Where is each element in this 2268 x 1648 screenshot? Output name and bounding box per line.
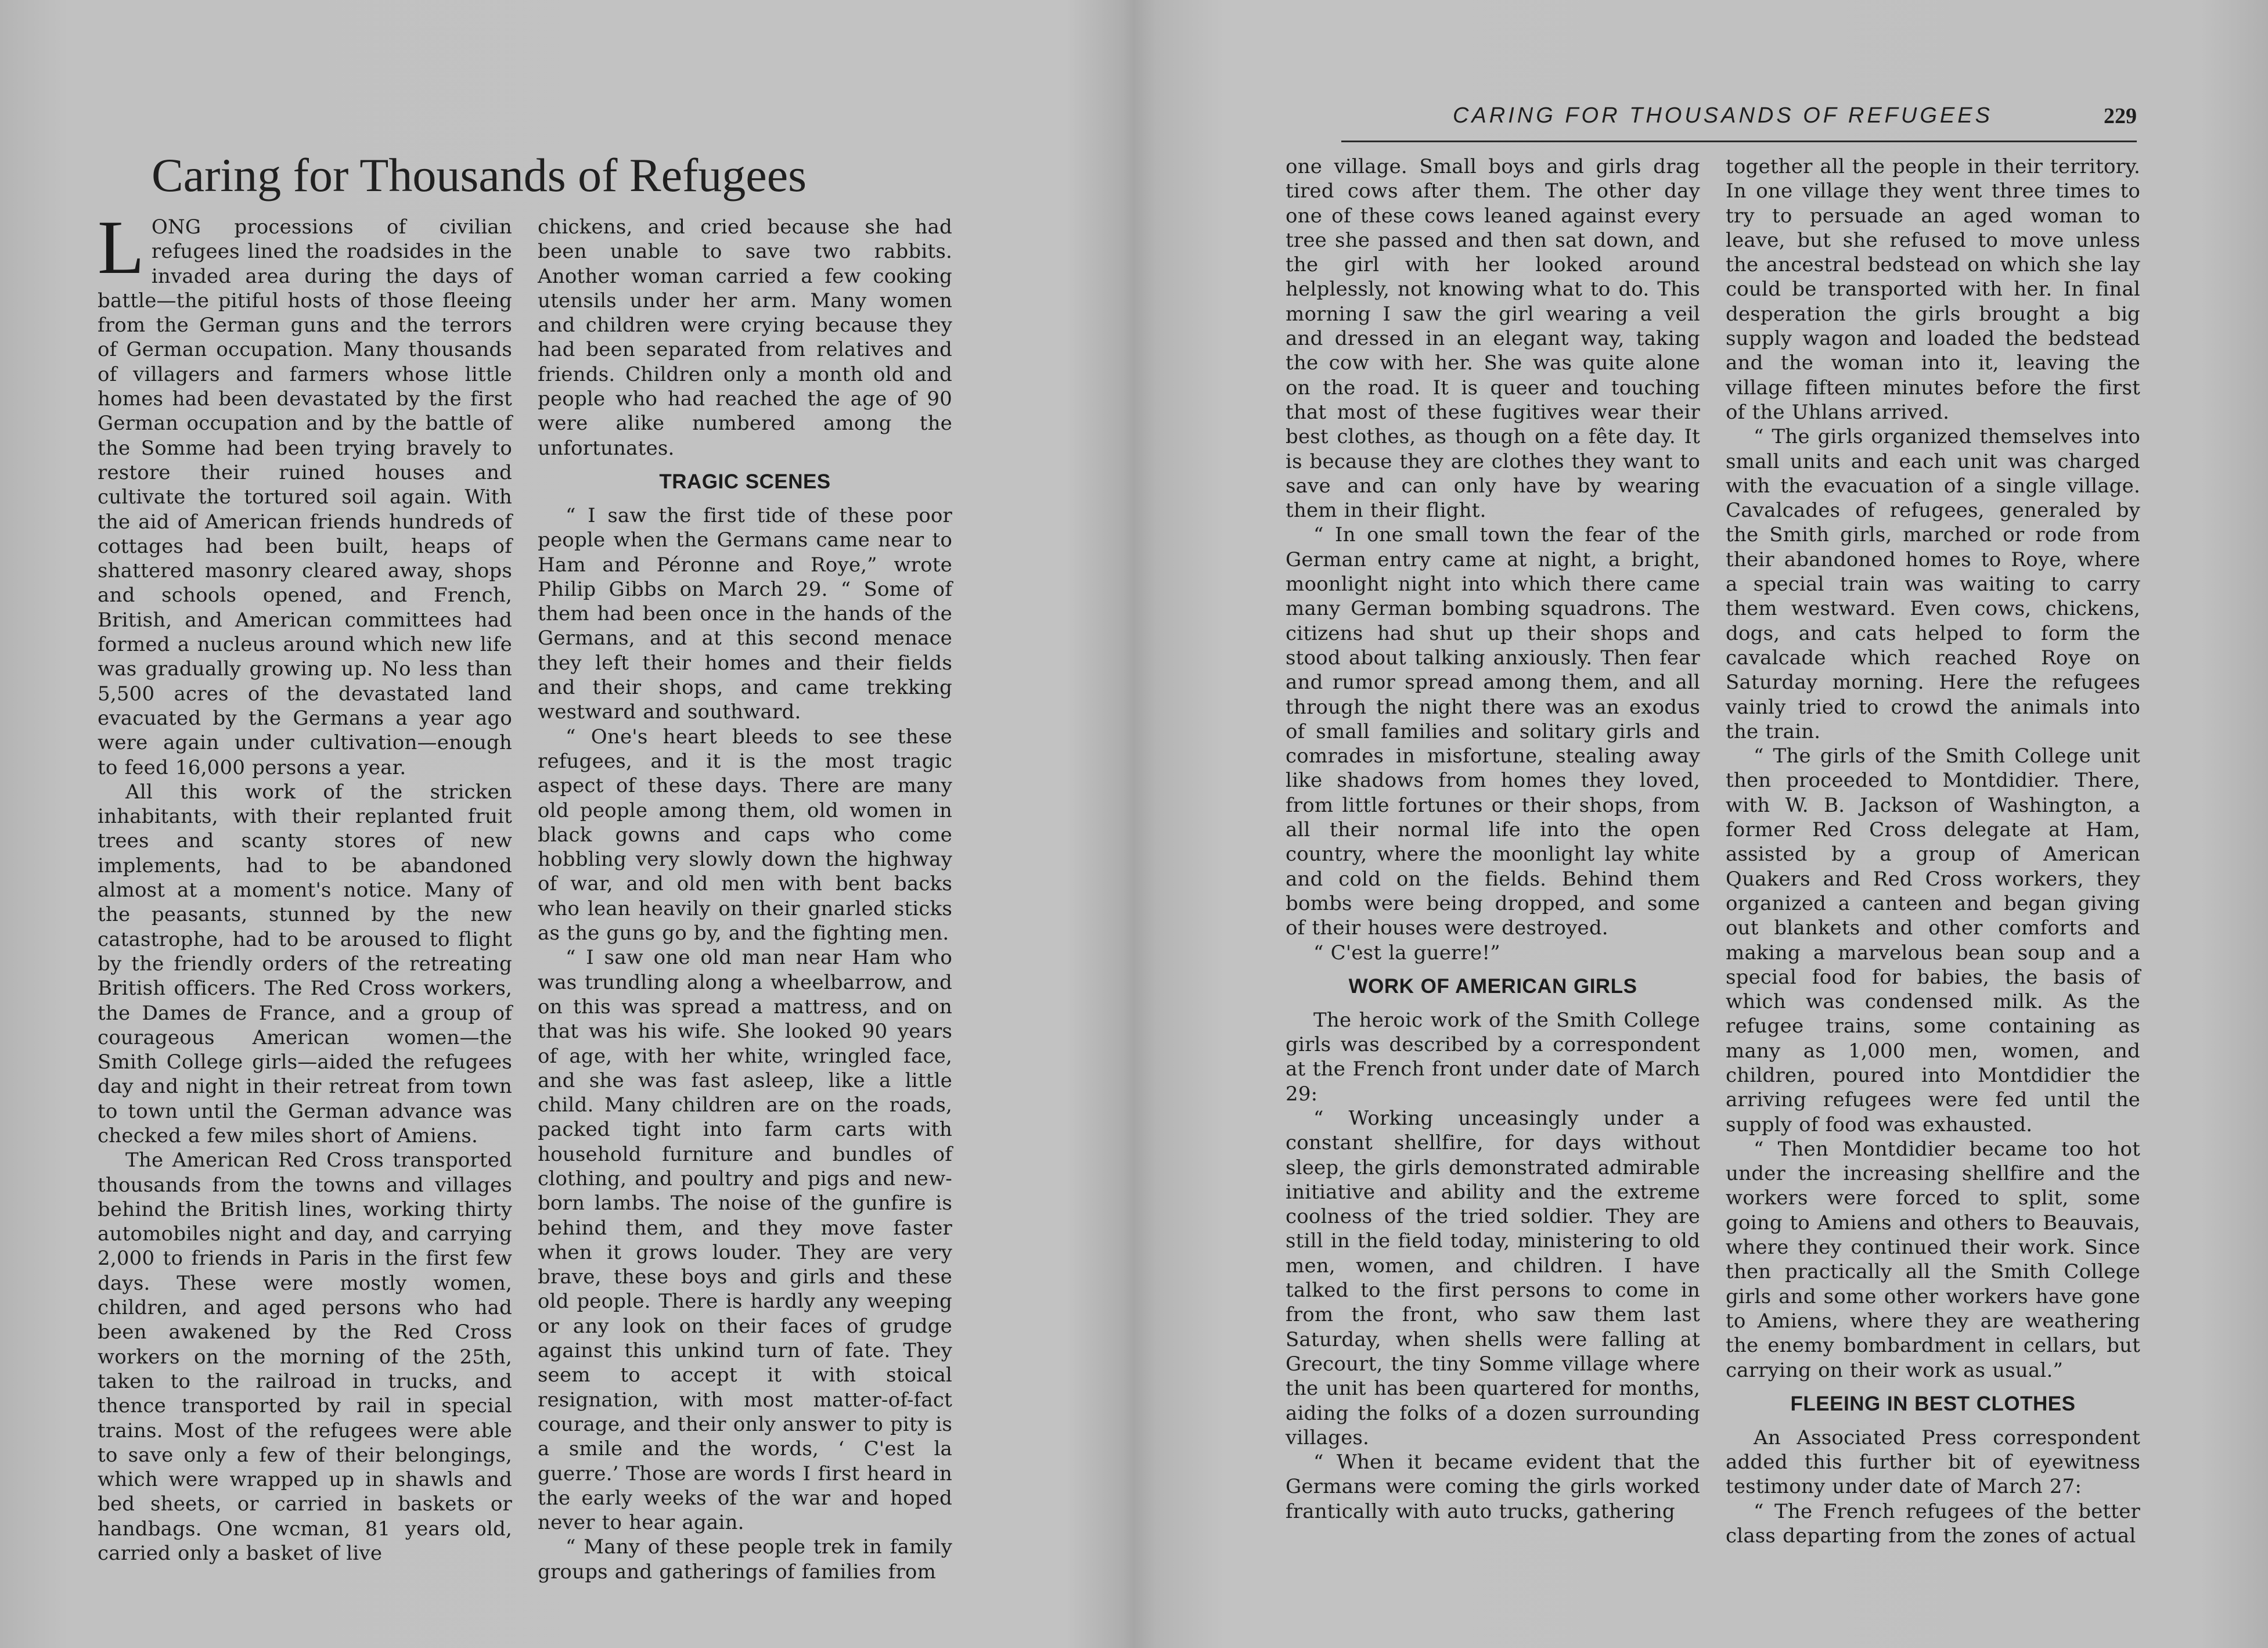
paragraph: “ In one small town the fear of the German entry came at night, a bright, moonlight night into which there came many German bombing squadrons. The citizens had shut up their shops and stood about talking anxiously. Then fear and rumor spread among them, and all through the night there was an exodus of small families and solitary girls and comrades in misfortune, stealing away like shadows from homes they loved, from little fortunes or their shops, from all their normal life into the open country, where the moonlight lay white and cold on the fields. Behind them bombs were being dropped, and some of their houses were destroyed. bbox=[1286, 523, 1700, 940]
paragraph: “ I saw the first tide of these poor people when the Germans came near to Ham and Péronne and Roye,” wrote Philip Gibbs on March 29. “ Some of them had been once in the hands of the Germans, and at this second menace they left their homes and their fields and their shops, and came trekking westward and southward. bbox=[538, 503, 952, 724]
paragraph: “ The girls organized themselves into small units and each unit was charged with the evacuation of a single village. Cavalcades of refugees, generaled by the Smith girls, marched or rode from their abandoned homes to Roye, where a special train was waiting to carry them westward. Even cows, chickens, dogs, and cats helped to form the cavalcade which reached Roye on Saturday morning. Here the refugees vainly tried to crowd the animals into the train. bbox=[1726, 425, 2140, 743]
column-3 bbox=[1286, 154, 1700, 1524]
section-heading: TRAGIC SCENES bbox=[659, 470, 831, 493]
paragraph: “ Working unceasingly under a constant shellfire, for days without sleep, the girls demonstrated admirable initiative and ability and the extreme coolness of the tried soldier. They are still in the field today, ministering to old men, women, and children. I have talked to the first persons to come in from the front, who saw them last Saturday, when shells were falling at Grecourt, the tiny Somme village where the unit has been quartered for months, aiding the folks of a dozen surrounding villages. bbox=[1286, 1106, 1700, 1449]
paragraph: chickens, and cried because she had been unable to save two rabbits. Another woman carried a few cooking utensils under her arm. Many women and children were crying because they had been separated from relatives and friends. Children only a month old and people who had reached the age of 90 were alike numbered among the unfortunates. bbox=[538, 215, 952, 460]
page-number: 229 bbox=[2104, 104, 2137, 128]
paragraph bbox=[98, 204, 512, 780]
paragraph: “ The French refugees of the better class departing from the zones of actual bbox=[1726, 1499, 2140, 1548]
running-title: CARING FOR THOUSANDS OF REFUGEES bbox=[1453, 103, 1993, 128]
drop-cap: L bbox=[98, 204, 145, 290]
paragraph: “ When it became evident that the Germans were coming the girls worked frantically with auto trucks, gathering bbox=[1286, 1451, 1700, 1523]
paragraph: together all the people in their territory. In one village they went three times to try to persuade an aged woman to leave, but she refused to move unless the ancestral bedstead on which she lay could be transported with her. In final desperation the girls brought a big supply wagon and loaded the bedstead and the woman into it, leaving the village fifteen minutes before the first of the Uhlans arrived. bbox=[1726, 155, 2140, 424]
paragraph: The American Red Cross transported thousands from the towns and villages behind the British lines, working thirty automobiles night and day, and carrying 2,000 to friends in Paris in the first few days. These were mostly women, children, and aged persons who had been awakened by the Red Cross workers on the morning of the 25th, taken to the railroad in trucks, and thence transported by rail in special trains. Most of the refugees were able to save only a few of their belongings, which were wrapped up in shawls and bed sheets, or carried in baskets or handbags. One wcman, 81 years old, carried only a basket of live bbox=[98, 1149, 512, 1566]
section-heading: WORK OF AMERICAN GIRLS bbox=[1348, 974, 1637, 998]
paragraph: “ C'est la guerre!” bbox=[1313, 941, 1500, 965]
paragraph-text: ONG processions of civilian refugees lined the roadsides in the invaded area during the days of battle—the pitiful hosts of those fleeing from the German guns and the terrors of German occupation. Many thousands of villagers and farmers whose little homes had been devastated by the first German occupation and by the battle of the Somme had been trying bravely to restore their ruined houses and cultivate the tortured soil again. With the aid of American friends hundreds of cottages had been built, heaps of shattered masonry cleared away, shops and schools opened, and French, British, and American committees had formed a nucleus around which new life was gradually growing up. No less than 5,500 acres of the devastated land evacuated by the Germans a year ago were again under cultivation—enough to feed 16,000 persons a year. bbox=[98, 215, 512, 779]
paragraph: “ One's heart bleeds to see these refugees, and it is the most tragic aspect of these days. There are many old people among them, old women in black gowns and caps who come hobbling very slowly down the highway of war, and old men with bent backs who lean heavily on their gnarled sticks as the guns go by, and the fighting men. bbox=[538, 725, 952, 945]
paragraph: one village. Small boys and girls drag tired cows after them. The other day one of these cows leaned against every tree she passed and then sat down, and the girl with her looked around helplessly, not knowing what to do. This morning I saw the girl wearing a veil and dressed in an elegant way, taking the cow with her. She was quite alone on the road. It is queer and touching that most of these fugitives wear their best clothes, as though on a fête day. It is because they are clothes they want to save and can only have by wearing them in their flight. bbox=[1286, 155, 1700, 523]
paragraph: The heroic work of the Smith College girls was described by a correspondent at the French front under date of March 29: bbox=[1286, 1008, 1700, 1106]
paragraph: “ Then Montdidier became too hot under the increasing shellfire and the workers were forced to split, some going to Amiens and others to Beauvais, where they continued their work. Since then practically all the Smith College girls and some other workers have gone to Amiens, where they are weathering the enemy bombardment in cellars, but carrying on their work as usual.” bbox=[1726, 1137, 2140, 1382]
article-title: Caring for Thousands of Refugees bbox=[151, 149, 807, 201]
running-header bbox=[1341, 100, 2137, 142]
paragraph: “ Many of these people trek in family groups and gatherings of families from bbox=[538, 1535, 952, 1584]
column-1 bbox=[98, 204, 512, 1566]
paragraph: An Associated Press correspondent added this further bit of eyewitness testimony under date of March 27: bbox=[1726, 1426, 2140, 1499]
column-2 bbox=[538, 215, 952, 1584]
section-heading: FLEEING IN BEST CLOTHES bbox=[1790, 1392, 2076, 1415]
column-4 bbox=[1726, 154, 2140, 1548]
paragraph: All this work of the stricken inhabitants, with their replanted fruit trees and scanty stores of new implements, had to be abandoned almost at a moment's notice. Many of the peasants, stunned by the new catastrophe, had to be aroused to flight by the friendly orders of the retreating British officers. The Red Cross workers, the Dames de France, and a group of courageous American women—the Smith College girls—aided the refugees day and night in their retreat from town to town until the German advance was checked a few miles short of Amiens. bbox=[98, 780, 512, 1147]
paragraph: “ The girls of the Smith College unit then proceeded to Montdidier. There, with W. B. Jackson of Washington, a former Red Cross delegate at Ham, assisted by a group of American Quakers and Red Cross workers, they organized a canteen and began giving out blankets and other comforts and making a marvelous bean soup and a special food for babies, the basis of which was condensed milk. As the refugee trains, some containing as many as 1,000 men, women, and children, poured into Montdidier the arriving refugees were fed until the supply of food was exhausted. bbox=[1726, 744, 2140, 1136]
paragraph: “ I saw one old man near Ham who was trundling along a wheelbarrow, and on this was spread a mattress, and on that was his wife. She looked 90 years of age, with her white, wringled face, and she was fast asleep, like a little child. Many children are on the roads, packed tight into farm carts with household furniture and bundles of clothing, and poultry and pigs and new-born lambs. The noise of the gunfire is behind them, and they move faster when it grows louder. They are very brave, these boys and girls and these old people. There is hardly any weeping or any look on their faces of grudge against this unkind turn of fate. They seem to accept it with stoical resignation, with most matter-of-fact courage, and their only answer to pity is a smile and the words, ‘ C'est la guerre.’ Those are words I first heard in the early weeks of the war and hoped never to hear again. bbox=[538, 946, 952, 1535]
